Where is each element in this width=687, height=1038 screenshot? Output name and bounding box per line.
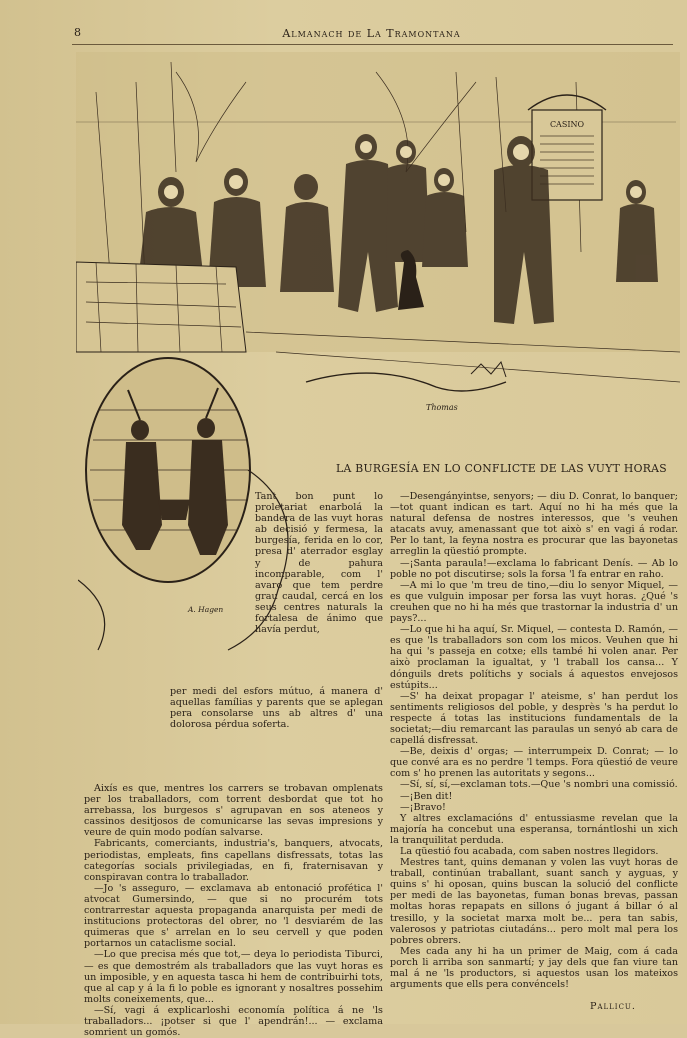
author-signature: Pallicu.	[590, 1001, 636, 1012]
paragraph: —¡Ben dit!	[400, 790, 453, 802]
paragraph: —Desengányintse, senyors; — diu D. Conrat, lo banquer;—tot quant indican es tart. Aquí no hi ha més que la natural defensa de nostres interessos, que 's veuhen atacats avuy, amenassant que tot això s' en vagi á rodar. Per lo tant, la feyna nostra es procurar que las bayonetas arreglin la qüestió prompte.	[390, 491, 678, 558]
left-column-top: Tant bon punt lo proletariat enarbolá la bandera de las vuyt horas ab decisió y fermesa, la burgesía, ferida en lo cor, presa d' aterrador esglay y de pahura incomparable, com l' avaro que tem perdre grau caudal, cercá en los seus centres naturals la fortalesa de ánimo que havía perdut,	[255, 491, 383, 636]
paragraph: —S' ha deixat propagar l' ateisme, s' han perdut los sentiments religiosos del poble, y desprès 's ha perdut lo respecte á totas las institucions fundamentals de la societat;—diu remarcant las paraulas un senyó ab cara de capellá disfressat.	[390, 690, 678, 747]
page-number: 8	[74, 26, 82, 39]
header-rule	[72, 44, 673, 45]
paragraph: Y altres exclamacións d' entussiasme revelan que la majoría ha concebut una esperansa, tornántloshi un xich la tranquilitat perduda.	[390, 812, 678, 846]
paragraph: Mes cada any hi ha un primer de Maig, com á cada porch li arriba son sanmartí; y jay dels que fan viure tan mal á ne 'ls productors, si aquestos usan los mateixos arguments que ells pera convéncels!	[390, 945, 678, 991]
svg-text:CASINO: CASINO	[549, 120, 585, 129]
paragraph: —A mi lo que 'm treu de tino,—diu lo senyor Miquel, — es que vulguin imposar per forsa las vuyt horas. ¿Qué 's creuhen que no hi ha més que trastornar la industria d' un pays?...	[390, 579, 678, 625]
paragraph: —Jo 's asseguro, — exclamava ab entonació profética l' atvocat Gumersindo, — que si no procurém tots contrarrestar aquesta propaganda anarquista per medi de institucions protectoras del obrer, no 'l desviarém de las quimeras que s' arrelan en lo seu cervell y que poden portarnos un cataclisme social.	[84, 882, 383, 950]
svg-text:A. Hagen: A. Hagen	[188, 605, 224, 614]
paragraph: —¡Santa paraula!—exclama lo fabricant Denís. — Ab lo poble no pot discutirse; sols la forsa 'l fa entrar en raho.	[390, 557, 678, 580]
paragraph: —Lo que precisa més que tot,— deya lo periodista Tiburci,— es que demostrém als traballadors que las vuyt horas es un imposible, y en aquesta tasca hi hem de contribuirhi tots, que al cap y á la fi lo poble es ignorant y nosaltres possehim molts coneixements, que...	[84, 949, 383, 1005]
paragraph: —Lo que hi ha aquí, Sr. Miquel, — contesta D. Ramón, — es que 'ls traballadors son com los micos. Veuhen que hi ha qui 's passeja en cotxe; ells també hi volen anar. Per això proclaman la igualtat, y 'l traball los cansa... Y dónguils drets polítichs y socials á aquestos envejosos estúpits...	[390, 624, 678, 691]
paragraph: Fabricants, comerciants, industria's, banquers, atvocats, periodistas, empleats, fins capellans disfressats, totas las categorías socials privilegiadas, en fi, fraternisavan y conspiravan contra lo traballador.	[84, 838, 383, 883]
paragraph: —¡Bravo!	[400, 801, 446, 813]
running-title: Almanach de La Tramontana	[282, 27, 461, 40]
svg-text:Thomas: Thomas	[426, 403, 458, 412]
paragraph: La qüestió fou acabada, com saben nostres llegidors.	[400, 846, 659, 857]
paragraph: —Sí, sí, sí,—exclaman tots.—Que 's nombri una comissió.	[400, 779, 678, 791]
paragraph: —Be, deixis d' orgas; — interrumpeix D. Conrat; — lo que convé ara es no perdre 'l temps. Fora qüestió de veure com s' ho prenen las autoritats y segons...	[390, 746, 678, 780]
left-column-bottom	[84, 783, 383, 1038]
paragraph: Mestres tant, quins demanan y volen las vuyt horas de traball, continúan traballant, suant sanch y ayguas, y quins s' hi oposan, quins buscan la solució del conflicte per medi de las bayonetas, fuman bonas brevas, passan moltas horas repapats en sillons ó jugant á billar ó al tresillo, y la societat marxa molt be... pera tan sabis, valerosos y patriotas ciutadáns... pero molt mal pera los pobres obrers.	[390, 857, 678, 946]
paragraph: —Sí, vagi á explicarloshi economía política á ne 'ls traballadors... ¡potser si que l' apendrán!... — exclama somrient un gomós.	[84, 1004, 383, 1038]
article-title: LA BURGESÍA EN LO CONFLICTE DE LAS VUYT HORAS	[336, 462, 667, 475]
left-column-middle: per medi del esfors mútuo, á manera d' aquellas famílias y parents que se aplegan pera consolarse uns ab altres d' una dolorosa pérdua soferta.	[170, 686, 383, 731]
page-header	[74, 26, 669, 44]
right-column	[390, 491, 678, 990]
paragraph: Aixís es que, mentres los carrers se trobavan omplenats per los traballadors, com torrent desbordat que tot ho arrebassa, los burgesos s' agrupavan en sos ateneos y cassinos desitjosos de comunicarse las sevas impresions y veure de quin modo podían salvarse.	[84, 783, 383, 839]
